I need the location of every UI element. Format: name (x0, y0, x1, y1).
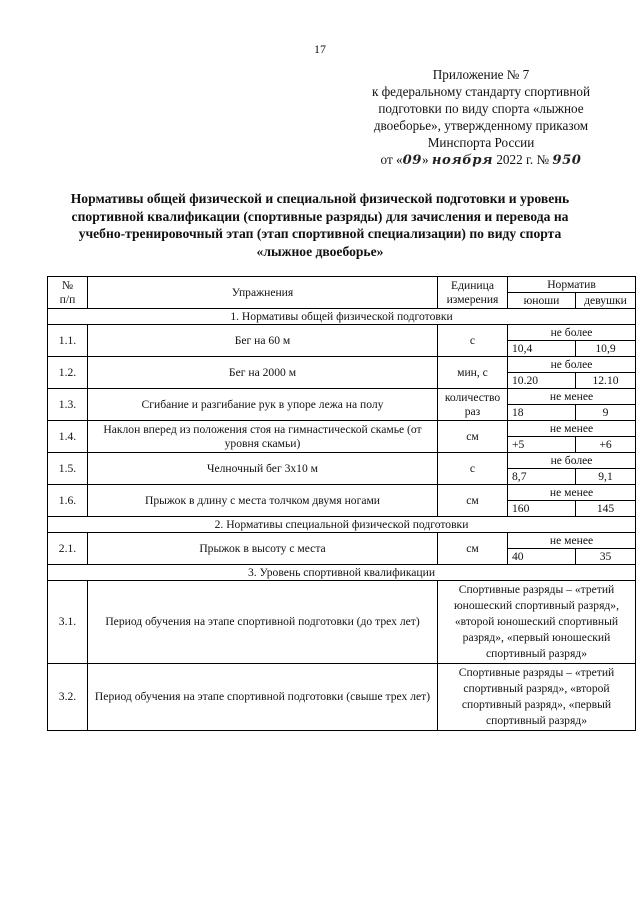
row-boys-value: 10.20 (508, 373, 576, 389)
annex-line-1: к федеральному стандарту спортивной (371, 84, 591, 99)
row-exercise: Бег на 2000 м (88, 357, 438, 389)
year-part: 2022 г. № (496, 152, 550, 167)
row-unit: мин, с (438, 357, 508, 389)
row-condition: не менее (508, 533, 636, 549)
row-unit: см (438, 533, 508, 565)
date-mid: » (421, 152, 429, 167)
header-girls: девушки (576, 293, 636, 309)
handwritten-month: ноября (431, 153, 494, 168)
header-boys: юноши (508, 293, 576, 309)
row-num: 3.1. (48, 581, 88, 664)
row-girls-value: 12.10 (576, 373, 636, 389)
header-num: № п/п (48, 277, 88, 309)
date-prefix: от « (380, 152, 403, 167)
row-num: 1.3. (48, 389, 88, 421)
annex-title: Приложение № 7 (432, 67, 530, 82)
row-num: 1.5. (48, 453, 88, 485)
row-condition: не менее (508, 389, 636, 405)
row-girls-value: +6 (576, 437, 636, 453)
section-title: 3. Уровень спортивной квалификации (48, 565, 636, 581)
row-condition: не более (508, 325, 636, 341)
row-num: 1.1. (48, 325, 88, 357)
header-norm: Норматив (508, 277, 636, 293)
row-girls-value: 9,1 (576, 469, 636, 485)
row-unit: количество раз (438, 389, 508, 421)
annex-line-3: двоеборье», утвержденному приказом (373, 118, 589, 133)
norms-table (47, 276, 636, 731)
header-exercise: Упражнения (88, 277, 438, 309)
row-girls-value: 9 (576, 405, 636, 421)
row-girls-value: 145 (576, 501, 636, 517)
document-title: Нормативы общей физической и специальной физической подготовки и уровень спортивной квалификации (спортивные разряды) для зачисления и перевода на учебно-тренировочный этап (этап спортивной специализации) по виду спорта «лыжное двоеборье» (70, 191, 570, 259)
row-condition: не более (508, 453, 636, 469)
row-exercise: Сгибание и разгибание рук в упоре лежа на полу (88, 389, 438, 421)
row-exercise: Период обучения на этапе спортивной подготовки (свыше трех лет) (88, 664, 438, 731)
row-condition: не менее (508, 485, 636, 501)
row-unit: с (438, 325, 508, 357)
header-unit: Единица измерения (438, 277, 508, 309)
row-condition: не менее (508, 421, 636, 437)
annex-date-line (350, 151, 612, 169)
row-num: 1.2. (48, 357, 88, 389)
handwritten-day: 09 (402, 153, 422, 168)
row-num: 3.2. (48, 664, 88, 731)
row-exercise: Прыжок в длину с места толчком двумя ногами (88, 485, 438, 517)
section-title: 2. Нормативы специальной физической подготовки (48, 517, 636, 533)
row-boys-value: 40 (508, 549, 576, 565)
row-boys-value: +5 (508, 437, 576, 453)
row-num: 1.6. (48, 485, 88, 517)
section-title: 1. Нормативы общей физической подготовки (48, 309, 636, 325)
row-girls-value: 35 (576, 549, 636, 565)
handwritten-number: 950 (552, 153, 582, 168)
row-qualification: Спортивные разряды – «третий юношеский спортивный разряд», «второй юношеский спортивный разряд», «первый юношеский спортивный разряд» (438, 581, 636, 664)
row-boys-value: 160 (508, 501, 576, 517)
row-boys-value: 8,7 (508, 469, 576, 485)
row-exercise: Период обучения на этапе спортивной подготовки (до трех лет) (88, 581, 438, 664)
page-number: 17 (314, 42, 326, 56)
row-boys-value: 18 (508, 405, 576, 421)
row-boys-value: 10,4 (508, 341, 576, 357)
annex-line-2: подготовки по виду спорта «лыжное (378, 101, 584, 116)
row-num: 1.4. (48, 421, 88, 453)
row-condition: не более (508, 357, 636, 373)
row-num: 2.1. (48, 533, 88, 565)
annex-line-4: Минспорта России (427, 135, 535, 150)
row-exercise: Прыжок в высоту с места (88, 533, 438, 565)
row-unit: см (438, 485, 508, 517)
row-exercise: Бег на 60 м (88, 325, 438, 357)
row-exercise: Наклон вперед из положения стоя на гимнастической скамье (от уровня скамьи) (88, 421, 438, 453)
annex-block (350, 66, 612, 169)
row-exercise: Челночный бег 3х10 м (88, 453, 438, 485)
row-unit: см (438, 421, 508, 453)
row-unit: с (438, 453, 508, 485)
row-qualification: Спортивные разряды – «третий спортивный разряд», «второй спортивный разряд», «первый спортивный разряд» (438, 664, 636, 731)
row-girls-value: 10,9 (576, 341, 636, 357)
